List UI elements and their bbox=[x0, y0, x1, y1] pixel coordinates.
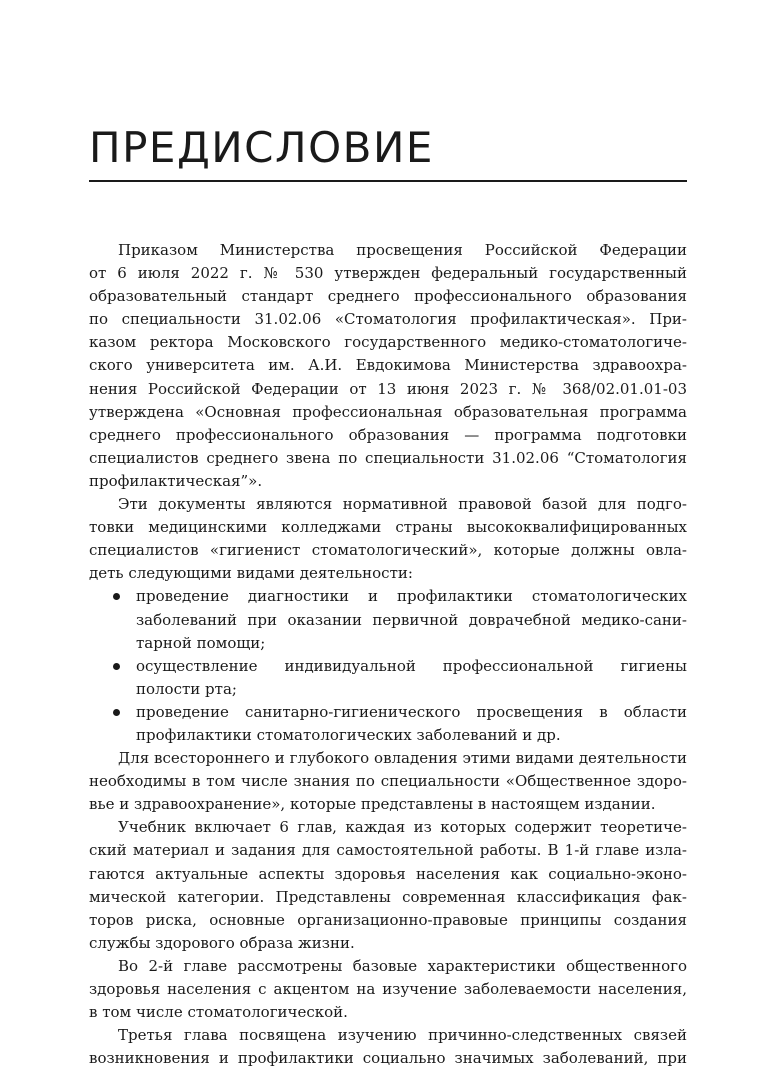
paragraph bbox=[89, 955, 687, 1024]
text-line: Приказом Министерства просвещения Российской Федерации bbox=[118, 241, 687, 259]
heading-rule bbox=[89, 180, 687, 182]
text-line: нения Российской Федерации от 13 июня 2023 г. № 368/02.01.01-03 bbox=[89, 379, 687, 398]
text-line: деть следующими видами деятельности: bbox=[89, 564, 413, 583]
text-line: осуществление индивидуальной профессиональной гигиены bbox=[89, 655, 687, 678]
bullet-item bbox=[89, 655, 687, 701]
text-line: проведение санитарно-гигиенического просвещения в области bbox=[89, 701, 687, 724]
text-line: среднего профессионального образования — программа подготовки bbox=[89, 425, 687, 444]
text-line: торов риска, основные организационно-правовые принципы создания bbox=[89, 910, 687, 929]
text-line: вье и здравоохранение», которые представлены в настоящем издании. bbox=[89, 795, 656, 814]
text-line: ского университета им. А.И. Евдокимова Министерства здравоохра- bbox=[89, 356, 687, 375]
bullet-item bbox=[89, 585, 687, 654]
paragraph bbox=[89, 493, 687, 585]
text-line: по специальности 31.02.06 «Стоматология профилактическая». При- bbox=[89, 310, 687, 329]
text-line: службы здорового образа жизни. bbox=[89, 933, 355, 952]
text-line: заболеваний при оказании первичной доврачебной медико-сани- bbox=[136, 610, 687, 629]
text-line: казом ректора Московского государственного медико-стоматологиче- bbox=[89, 333, 687, 352]
text-line: необходимы в том числе знания по специальности «Общественное здоро- bbox=[89, 772, 687, 791]
bullet-icon bbox=[113, 663, 120, 670]
paragraph bbox=[89, 239, 687, 493]
bullet-item bbox=[89, 701, 687, 747]
text-line: полости рта; bbox=[136, 679, 237, 698]
text-line: Третья глава посвящена изучению причинно-следственных связей bbox=[118, 1026, 687, 1045]
text-line: от 6 июля 2022 г. № 530 утвержден федеральный государственный bbox=[89, 264, 687, 283]
paragraph bbox=[89, 816, 687, 955]
text-line: товки медицинскими колледжами страны высококвалифицированных bbox=[89, 518, 687, 537]
text-line: профилактическая”». bbox=[89, 471, 263, 490]
paragraph bbox=[89, 747, 687, 816]
text-line: специалистов среднего звена по специальности 31.02.06 “Стоматология bbox=[89, 448, 687, 467]
text-line: здоровья населения с акцентом на изучение заболеваемости населения, bbox=[89, 980, 687, 998]
text-line: в том числе стоматологической. bbox=[89, 1003, 348, 1022]
text-line: ский материал и задания для самостоятельной работы. В 1-й главе изла- bbox=[89, 841, 687, 860]
preface-body bbox=[89, 239, 687, 1070]
text-line: мической категории. Представлены современная классификация фак- bbox=[89, 887, 687, 906]
paragraph bbox=[89, 1024, 687, 1070]
text-line: Во 2-й главе рассмотрены базовые характеристики общественного bbox=[118, 956, 687, 975]
text-line: Учебник включает 6 глав, каждая из которых содержит теоретиче- bbox=[118, 818, 687, 837]
text-line: образовательный стандарт среднего профессионального образования bbox=[89, 287, 687, 306]
text-line: утверждена «Основная профессиональная образовательная программа bbox=[89, 402, 687, 421]
bullet-icon bbox=[113, 593, 120, 600]
chapter-heading: ПРЕДИСЛОВИЕ bbox=[89, 123, 434, 172]
text-line: специалистов «гигиенист стоматологический», которые должны овла- bbox=[89, 541, 687, 560]
text-line: возникновения и профилактики социально значимых заболеваний, при bbox=[89, 1049, 687, 1068]
text-line: проведение диагностики и профилактики стоматологических bbox=[89, 585, 687, 608]
text-line: тарной помощи; bbox=[136, 633, 266, 652]
text-line: гаются актуальные аспекты здоровья населения как социально-эконо- bbox=[89, 864, 687, 883]
text-line: профилактики стоматологических заболеваний и др. bbox=[136, 725, 561, 744]
text-line: Эти документы являются нормативной правовой базой для подго- bbox=[118, 495, 687, 514]
bullet-icon bbox=[113, 709, 120, 716]
text-line: Для всестороннего и глубокого овладения этими видами деятельности bbox=[118, 749, 687, 768]
